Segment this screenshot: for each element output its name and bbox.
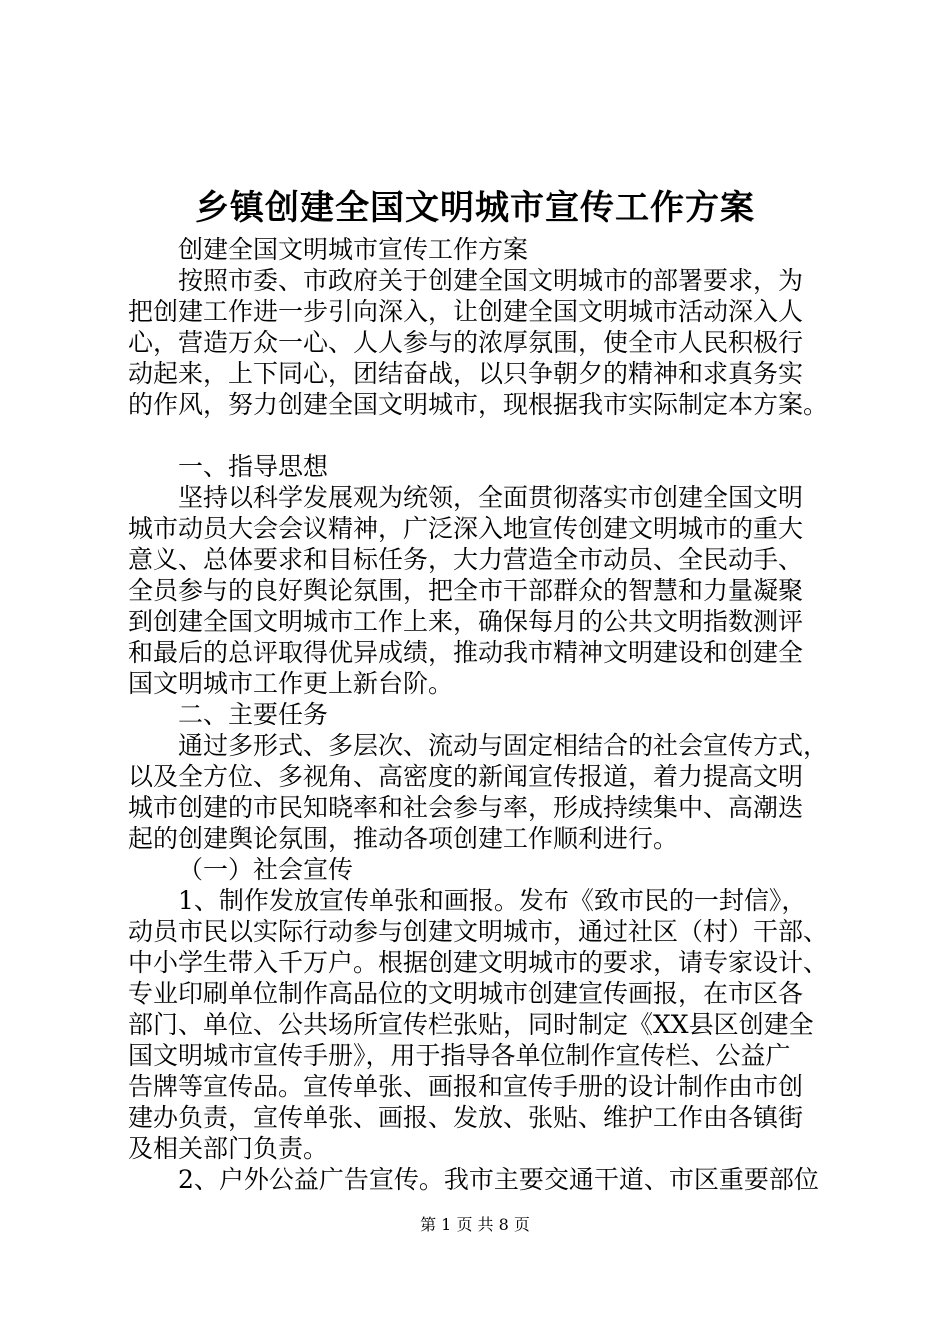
- text-line: 告牌等宣传品。宣传单张、画报和宣传手册的设计制作由市创: [128, 1072, 804, 1101]
- text-line: 通过多形式、多层次、流动与固定相结合的社会宣传方式，: [178, 731, 829, 760]
- text-line: 二、主要任务: [178, 700, 329, 729]
- text-line: 一、指导思想: [178, 452, 329, 481]
- page-footer: 第 1 页 共 8 页: [420, 1215, 530, 1234]
- text-line: 意义、总体要求和目标任务，大力营造全市动员、全民动手、: [128, 545, 804, 574]
- text-line: [128, 420, 840, 451]
- text-line: 城市动员大会会议精神，广泛深入地宣传创建文明城市的重大: [128, 514, 804, 543]
- document-body: [128, 234, 840, 1195]
- text-line: 的作风，努力创建全国文明城市，现根据我市实际制定本方案。: [128, 390, 829, 419]
- text-line: （一）社会宣传: [178, 855, 354, 884]
- text-line: 及相关部门负责。: [128, 1134, 329, 1163]
- text-line: 动员市民以实际行动参与创建文明城市，通过社区（村）干部、: [128, 917, 829, 946]
- text-line: 把创建工作进一步引向深入，让创建全国文明城市活动深入人: [128, 297, 804, 326]
- text-line: 国文明城市宣传手册》，用于指导各单位制作宣传栏、公益广: [128, 1041, 791, 1070]
- text-line: 按照市委、市政府关于创建全国文明城市的部署要求，为: [178, 266, 804, 295]
- text-line: 全员参与的良好舆论氛围，把全市干部群众的智慧和力量凝聚: [128, 576, 804, 605]
- text-line: 专业印刷单位制作高品位的文明城市创建宣传画报，在市区各: [128, 979, 804, 1008]
- text-line: 国文明城市工作更上新台阶。: [128, 669, 454, 698]
- text-line: 部门、单位、公共场所宣传栏张贴，同时制定《XX县区创建全: [128, 1010, 814, 1039]
- text-line: 和最后的总评取得优异成绩，推动我市精神文明建设和创建全: [128, 638, 804, 667]
- text-line: 中小学生带入千万户。根据创建文明城市的要求，请专家设计、: [128, 948, 829, 977]
- text-line: 坚持以科学发展观为统领，全面贯彻落实市创建全国文明: [178, 483, 804, 512]
- text-line: 心，营造万众一心、人人参与的浓厚氛围，使全市人民积极行: [128, 328, 804, 357]
- text-line: 创建全国文明城市宣传工作方案: [178, 235, 529, 264]
- text-line: 动起来，上下同心，团结奋战，以只争朝夕的精神和求真务实: [128, 359, 804, 388]
- text-line: 以及全方位、多视角、高密度的新闻宣传报道，着力提高文明: [128, 762, 804, 791]
- text-line: 建办负责，宣传单张、画报、发放、张贴、维护工作由各镇街: [128, 1103, 804, 1132]
- text-line: 到创建全国文明城市工作上来，确保每月的公共文明指数测评: [128, 607, 804, 636]
- text-line: 2、户外公益广告宣传。我市主要交通干道、市区重要部位: [178, 1165, 819, 1194]
- text-line: 起的创建舆论氛围，推动各项创建工作顺利进行。: [128, 824, 679, 853]
- text-line: 城市创建的市民知晓率和社会参与率，形成持续集中、高潮迭: [128, 793, 804, 822]
- document-title: 乡镇创建全国文明城市宣传工作方案: [195, 188, 755, 228]
- text-line: 1、制作发放宣传单张和画报。发布《致市民的一封信》，: [178, 886, 807, 915]
